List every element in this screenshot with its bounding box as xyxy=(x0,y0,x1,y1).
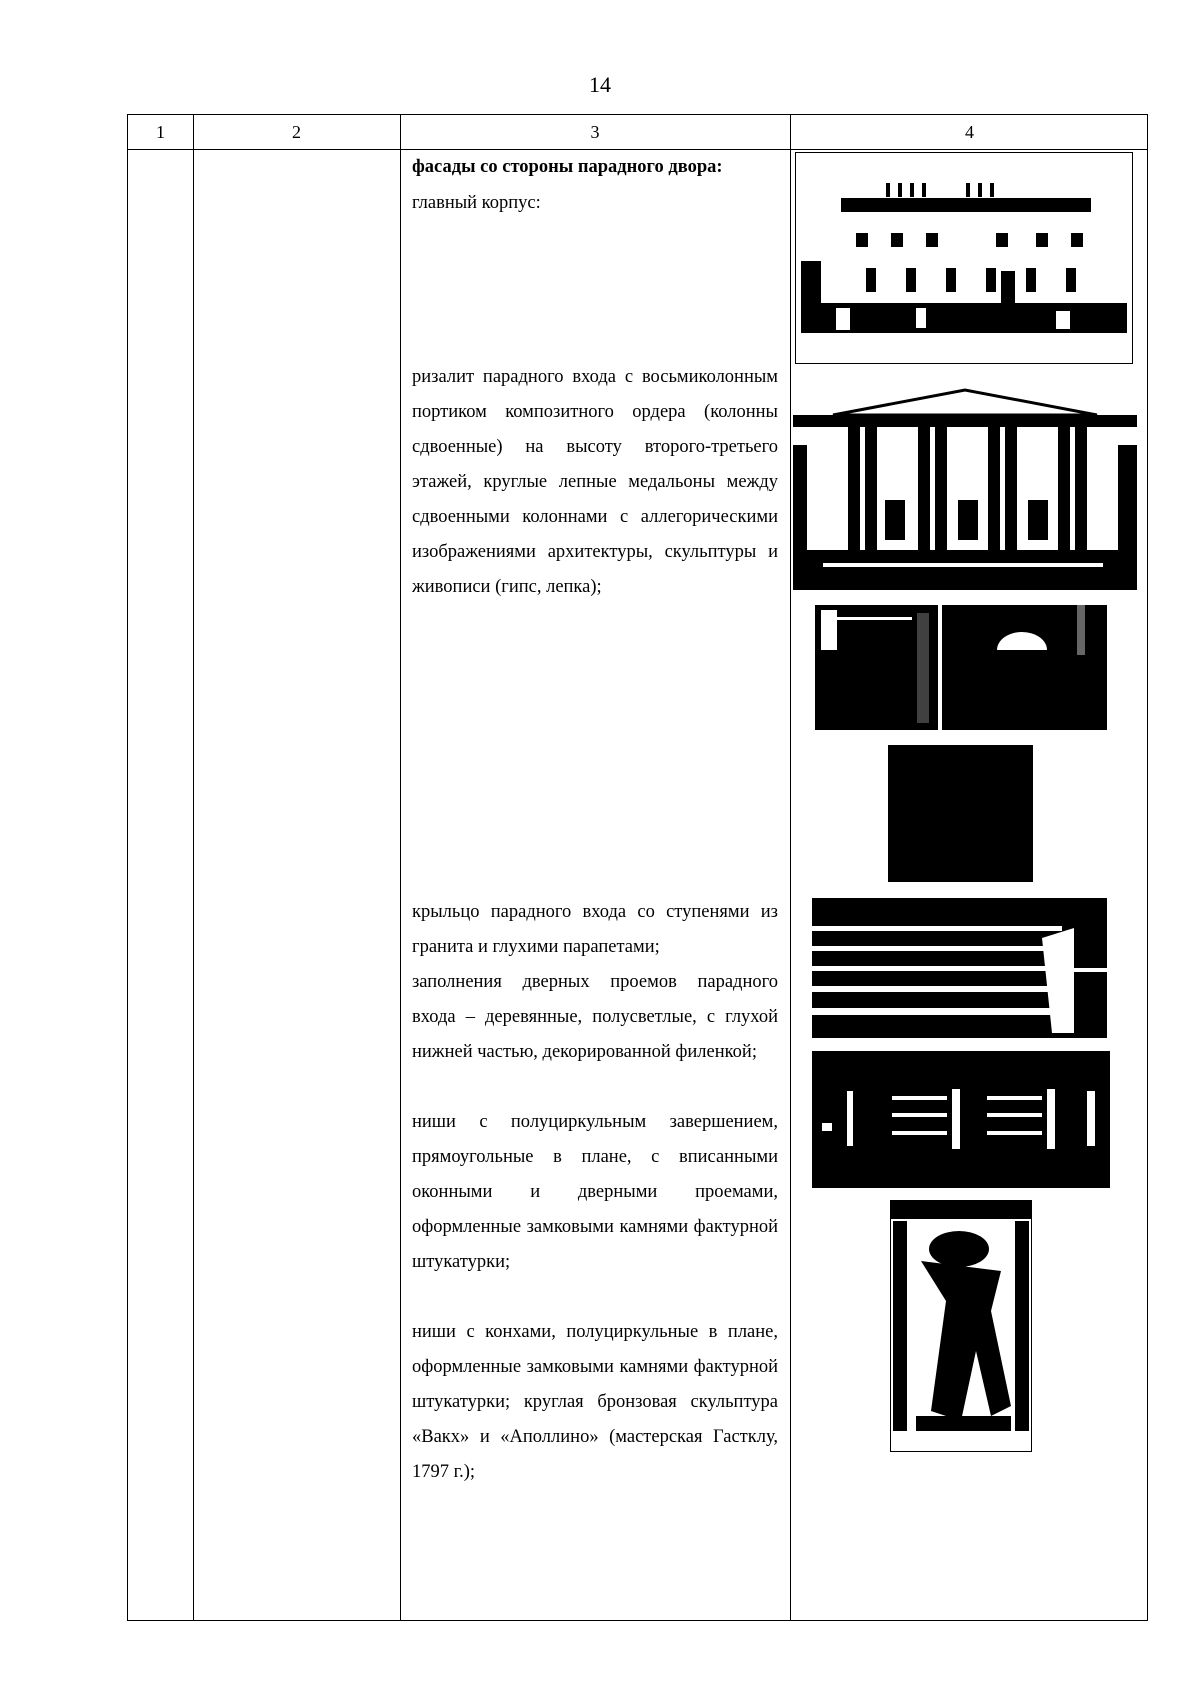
table-header-row xyxy=(128,115,1147,150)
page-number: 14 xyxy=(589,72,611,97)
niches-conch-description: ниши с конхами, полуциркульные в плане, оформленные замковыми камнями фактурной штукатурки; круглая бронзовая скульптура «Вакх» и «Аполлино» (мастерская Гастклу, 1797 г.); xyxy=(412,1322,778,1482)
header-col-2: 2 xyxy=(292,122,301,142)
column-divider xyxy=(790,115,791,1620)
main-building-label: главный корпус: xyxy=(412,193,541,213)
photo-main-building xyxy=(795,152,1133,364)
column-divider xyxy=(400,115,401,1620)
photo-medallion-right xyxy=(942,605,1107,730)
doors-description: заполнения дверных проемов парадного входа – деревянные, полусветлые, с глухой нижней частью, декорированной филенкой; xyxy=(412,972,778,1062)
niches-semicircular-description: ниши с полуциркульным завершением, прямоугольные в плане, с вписанными оконными и дверными проемами, оформленные замковыми камнями фактурной штукатурки; xyxy=(412,1112,778,1272)
photo-bacchus-statue xyxy=(890,1200,1032,1452)
risalit-description: ризалит парадного входа с восьмиколонным портиком композитного ордера (колонны сдвоенные) на высоту второго-третьего этажей, круглые лепные медальоны между сдвоенными колоннами с аллегорическими изображениями архитектуры, скульптуры и живописи (гипс, лепка); xyxy=(412,367,778,597)
column-divider xyxy=(193,115,194,1620)
photo-medallion-center xyxy=(888,745,1033,882)
photo-portico-risalit xyxy=(793,385,1137,590)
header-col-1: 1 xyxy=(156,122,165,142)
porch-description: крыльцо парадного входа со ступенями из гранита и глухими парапетами; xyxy=(412,902,778,957)
header-col-4: 4 xyxy=(965,122,974,142)
photo-porch-steps xyxy=(812,898,1107,1038)
header-col-3: 3 xyxy=(590,122,600,142)
section-heading: фасады со стороны парадного двора: xyxy=(412,157,723,177)
photo-medallion-left xyxy=(815,605,938,730)
photo-niches xyxy=(812,1051,1110,1188)
